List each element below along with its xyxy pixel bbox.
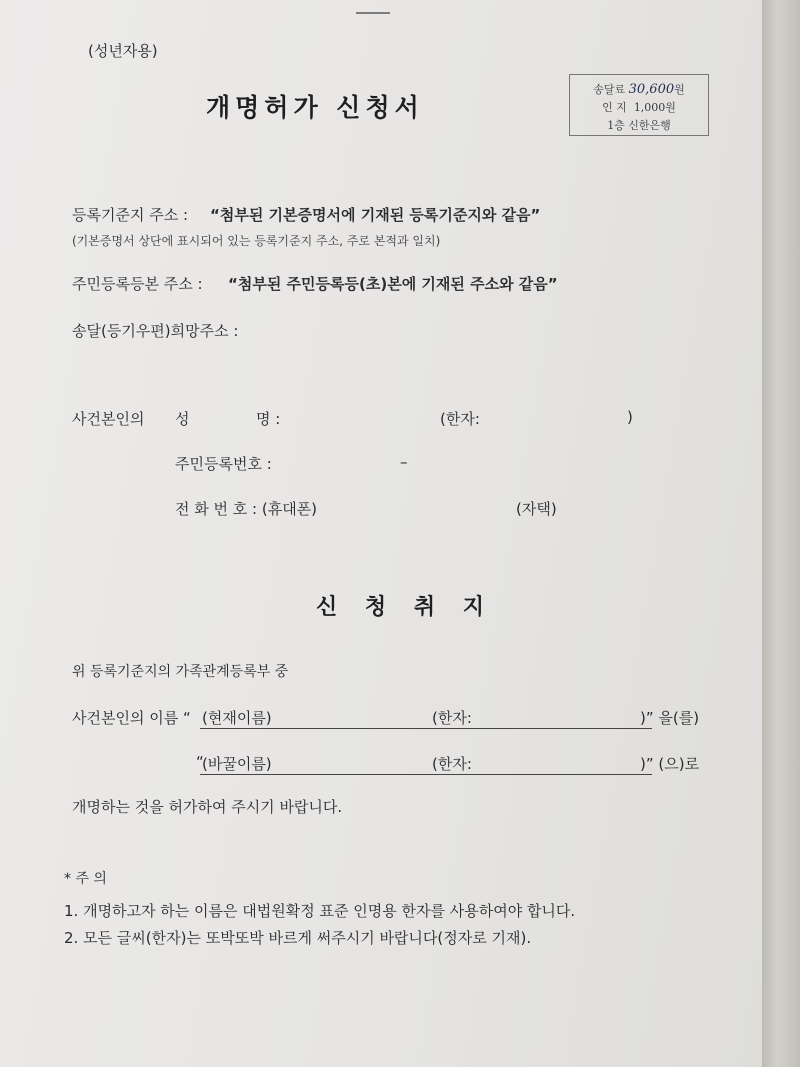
purpose-line-3-suffix: )” (으)로 (640, 755, 700, 773)
purpose-line-3-prefix: “ (196, 753, 204, 771)
staple-mark (356, 12, 390, 14)
stamp-amount: 1,000원 (633, 101, 676, 114)
applicant-type-label: (성년자용) (88, 42, 158, 60)
home-phone-label: (자택) (516, 500, 557, 518)
new-name-hanja: (한자: (432, 755, 472, 773)
notes-heading: * 주 의 (64, 871, 107, 887)
purpose-heading: 신 청 취 지 (316, 595, 494, 620)
current-name-placeholder: (현재이름) (202, 709, 272, 727)
new-name-underline (200, 774, 652, 775)
new-name-placeholder: (바꿀이름) (202, 755, 272, 773)
registration-address-note: (기본증명서 상단에 표시되어 있는 등록기준지 주소, 주로 본적과 일치) (72, 234, 441, 248)
stamp-label: 인 지 (602, 101, 627, 114)
name-hanja-close: ) (627, 408, 633, 426)
current-name-hanja: (한자: (432, 709, 472, 727)
purpose-line-2-prefix: 사건본인의 이름 “ (72, 709, 191, 727)
postage-label: 송달료 (593, 83, 626, 96)
notes-item-2: 2. 모든 글씨(한자)는 또박또박 바르게 써주시기 바랍니다(정자로 기재). (64, 929, 532, 947)
notes-item-1: 1. 개명하고자 하는 이름은 대법원확정 표준 인명용 한자를 사용하여야 합니다. (64, 902, 576, 920)
purpose-line-4: 개명하는 것을 허가하여 주시기 바랍니다. (72, 798, 343, 816)
name-label-first: 성 (175, 410, 190, 428)
form-title: 개명허가 신청서 (206, 93, 424, 122)
registration-address-value: “첨부된 기본증명서에 기재된 등록기준지와 같음” (210, 206, 541, 224)
fee-stamp-box (569, 74, 709, 136)
bank-label: 1층 신한은행 (607, 119, 671, 132)
rrn-label: 주민등록번호 : (175, 455, 272, 473)
phone-label: 전 화 번 호 : (휴대폰) (175, 500, 318, 518)
name-hanja-open: (한자: (440, 410, 480, 428)
postage-unit: 원 (674, 83, 685, 96)
purpose-line-2-suffix: )” 을(를) (640, 709, 700, 727)
rrn-dash: – (400, 453, 408, 471)
resident-address-label: 주민등록등본 주소 : (72, 275, 203, 293)
current-name-underline (200, 728, 652, 729)
resident-address-value: “첨부된 주민등록등(초)본에 기재된 주소와 같음” (228, 275, 558, 293)
postage-amount: 30,600 (628, 82, 675, 97)
purpose-line-1: 위 등록기준지의 가족관계등록부 중 (72, 664, 289, 680)
paper-stack-edge (762, 0, 800, 1067)
delivery-address-label: 송달(등기우편)희망주소 : (72, 322, 239, 340)
principal-section-label: 사건본인의 (72, 410, 145, 428)
name-label-second: 명 : (256, 410, 281, 428)
registration-address-label: 등록기준지 주소 : (72, 206, 189, 224)
